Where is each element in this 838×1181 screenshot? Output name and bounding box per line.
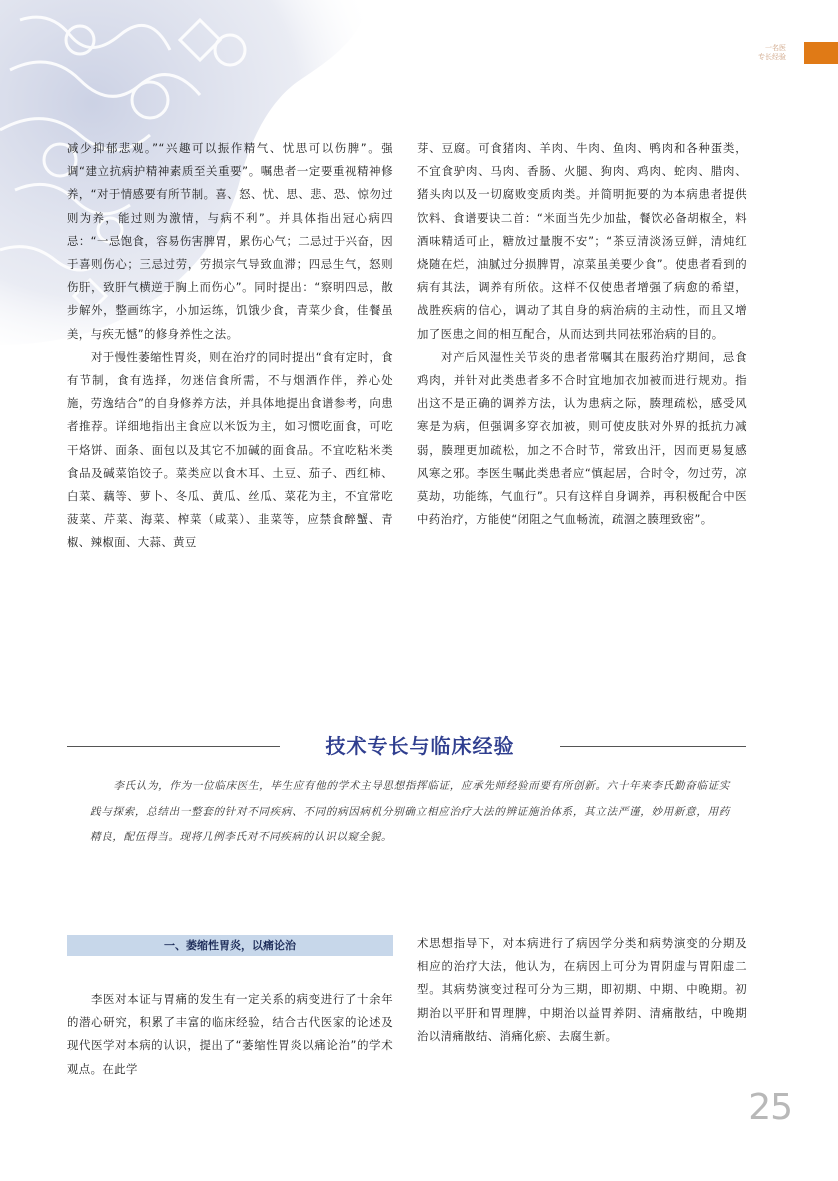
paragraph: 对于慢性萎缩性胃炎，则在治疗的同时提出“食有定时，食有节制，食有选择，勿迷信食所需，不与烟酒作伴，养心处施，劳逸结合”的自身修养方法，并具体地提出食谱参考，向患者推荐。详细地指出主食应以米饭为主，如习惯吃面食，可吃干烙饼、面条、面包以及其它不加碱的面食品。不宜吃粘米类食品及碱菜馅饺子。菜类应以食木耳、土豆、茄子、西红柿、白菜、藕等、萝卜、冬瓜、黄瓜、丝瓜、菜花为主，不宜常吃菠菜、芹菜、海菜、榨菜（咸菜）、韭菜等，应禁食醉蟹、青椒、辣椒面、大蒜、黄豆	[67, 349, 393, 550]
page-number: 25	[748, 1087, 792, 1128]
bottom-left-column	[67, 988, 393, 1081]
top-left-column	[67, 137, 393, 555]
section-intro: 李氏认为，作为一位临床医生，毕生应有他的学术主导思想指挥临证，应承先师经验而要有所创新。六十年来李氏勤奋临证实践与探索，总结出一整套的针对不同疾病、不同的病因病机分别确立相应治疗大法的辨证施治体系，其立法严谨，妙用新意，用药精良，配伍得当。现将几例李氏对不同疾病的认识以窥全貌。	[90, 780, 730, 843]
paragraph: 术思想指导下，对本病进行了病因学分类和病势演变的分期及相应的治疗大法，他认为，在病因上可分为胃阴虚与胃阳虚二型。其病势演变过程可分为三期，即初期、中期、中晚期。初期治以平肝和胃理脾，中期治以益胃养阴、清痛散结，中晚期治以清痛散结、消痛化瘀、去腐生新。	[417, 936, 747, 1043]
paragraph: 芽、豆腐。可食猪肉、羊肉、牛肉、鱼肉、鸭肉和各种蛋类，不宜食驴肉、马肉、香肠、火腿、狗肉、鸡肉、蛇肉、腊肉、猪头肉以及一切腐败变质肉类。并简明扼要的为本病患者提供饮料、食谱要诀二首：“米面当先少加盐，餐饮必备胡椒全，料酒味精适可止，糖放过量腹不安”；“茶豆清淡汤豆鲜，清炖红烧随在烂，油腻过分损脾胃，凉菜虽美要少食”。使患者看到的病有其法，调养有所依。这样不仅使患者增强了病愈的希望，战胜疾病的信心，调动了其自身的病治病的主动性，而且又增加了医患之间的相互配合，从而达到共同祛邪治病的目的。	[417, 141, 747, 341]
top-right-column	[417, 137, 747, 531]
paragraph: 李医对本证与胃痛的发生有一定关系的病变进行了十余年的潜心研究，积累了丰富的临床经验，结合古代医家的论述及现代医学对本病的认识，提出了“萎缩性胃炎以痛论治”的学术观点。在此学	[67, 992, 393, 1076]
section-rule-right	[560, 746, 746, 747]
subheading: 一、萎缩性胃炎，以痛论治	[164, 939, 296, 952]
running-header-line2: 专长经验	[758, 53, 786, 61]
chapter-tab-marker	[804, 42, 838, 64]
paragraph: 对产后风湿性关节炎的患者常嘱其在服药治疗期间，忌食鸡肉，并针对此类患者多不合时宜地加衣加被而进行规劝。指出这不是正确的调养方法，认为患病之际，腠理疏松，感受风寒是为病，但强调多穿衣加被，则可使皮肤对外界的抵抗力减弱，腠理更加疏松，加之不合时节，常致出汗，因而更易复感风寒之邪。李医生嘱此类患者应“慎起居，合时令，勿过劳，凉莫劫，功能练，气血行”。只有这样自身调养，再积极配合中医中药治疗，方能使“闭阻之气血畅流，疏涸之腠理致密”。	[417, 349, 747, 527]
running-header	[758, 44, 786, 62]
paragraph: 减少抑郁悲观。”“兴趣可以振作精气、忧思可以伤脾”。强调“建立抗病护精神素质至关重要”。嘱患者一定要重视精神修养，“对于情感要有所节制。喜、怒、忧、思、悲、恐、惊勿过则为养，能过则为激情，与病不利”。并具体指出冠心病四忌：“一忌饱食，容易伤害脾胃，累伤心气；二忌过于兴奋，因于喜则伤心；三忌过劳，劳损宗气导致血滞；四忌生气，怒则伤肝，致肝气横逆于胸上而伤心”。同时提出：“察明四忌，散步解外，整画练字，小加运练，饥饿少食，青菜少食，佳餐虽美，与疾无憾”的修身养性之法。	[67, 141, 393, 341]
bottom-right-column	[417, 932, 747, 1048]
section-title: 技术专长与临床经验	[325, 734, 515, 758]
section-rule-left	[67, 746, 280, 747]
running-header-line1: 一名医	[765, 44, 786, 52]
